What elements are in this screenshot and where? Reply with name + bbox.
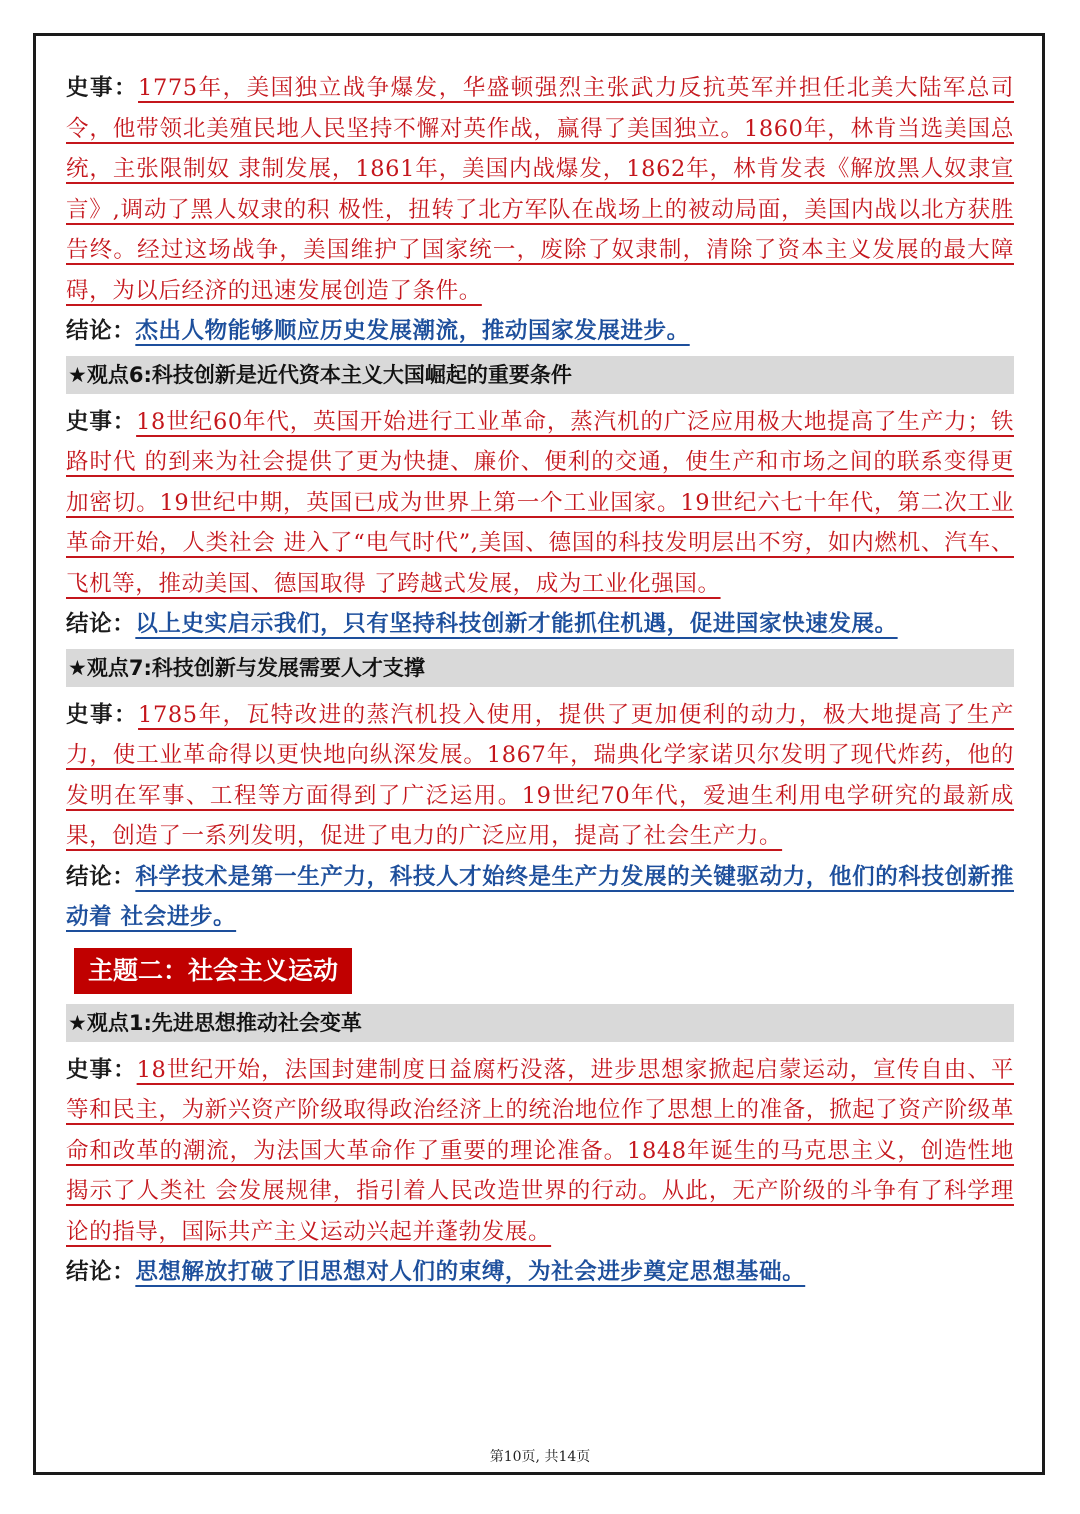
history-text: 1785年，瓦特改进的蒸汽机投入使用，提供了更加便利的动力，极大地提高了生产力，使工业革命得以更快地向纵深发展。1867年，瑞典化学家诺贝尔发明了现代炸药，他的发明在军事、工程等方面得到了广泛运用。19世纪70年代，爱迪生利用电学研究的最新成果，创造了一系列发明，促进了电力的广泛应用，提高了社会生产力。	[66, 701, 1014, 849]
conclusion-text: 杰出人物能够顺应历史发展潮流，推动国家发展进步。	[135, 318, 690, 344]
conclusion-paragraph	[66, 857, 1014, 938]
history-label: 史事：	[66, 1056, 137, 1083]
conclusion-label: 结论：	[66, 318, 136, 344]
conclusion-text: 科学技术是第一生产力，科技人才始终是生产力发展的关键驱动力，他们的科技创新推动着 社会进步。	[66, 863, 1014, 930]
theme-title: 主题二：社会主义运动	[74, 948, 352, 994]
conclusion-paragraph	[66, 604, 1014, 645]
history-text: 18世纪开始，法国封建制度日益腐朽没落，进步思想家掀起启蒙运动，宣传自由、平等和民主，为新兴资产阶级取得政治经济上的统治地位作了思想上的准备，掀起了资产阶级革命和改革的潮流，为法国大革命作了重要的理论准备。1848年诞生的马克思主义，创造性地揭示了人类社 会发展规律，指引着人民改造世界的行动。从此，无产阶级的斗争有了科学理论的指导，国际共产主义运动兴起并蓬勃发展。	[66, 1056, 1014, 1245]
conclusion-paragraph	[66, 311, 1014, 352]
viewpoint-heading: ★观点1:先进思想推动社会变革	[66, 1004, 1014, 1042]
viewpoint-heading: ★观点6:科技创新是近代资本主义大国崛起的重要条件	[66, 356, 1014, 394]
history-paragraph	[66, 695, 1014, 857]
history-label: 史事：	[66, 701, 139, 728]
conclusion-label: 结论：	[66, 611, 136, 637]
conclusion-text: 思想解放打破了旧思想对人们的束缚，为社会进步奠定思想基础。	[135, 1259, 806, 1285]
conclusion-text: 以上史实启示我们，只有坚持科技创新才能抓住机遇，促进国家快速发展。	[135, 611, 898, 637]
history-paragraph	[66, 1050, 1014, 1253]
history-label: 史事：	[66, 75, 139, 101]
history-text: 1775年，美国独立战争爆发，华盛顿强烈主张武力反抗英军并担任北美大陆军总司令，他带领北美殖民地人民坚持不懈对英作战，赢得了美国独立。1860年，林肯当选美国总统，主张限制奴 隶制发展，1861年，美国内战爆发，1862年，林肯发表《解放黑人奴隶宣言》,调动了黑人奴隶的积 极性，扭转了北方军队在战场上的被动局面，美国内战以北方获胜告终。经过这场战争，美国维护了国家统一，废除了奴隶制，清除了资本主义发展的最大障碍，为以后经济的迅速发展创造了条件。	[66, 75, 1014, 304]
page-number: 第10页, 共14页	[489, 1449, 591, 1465]
viewpoint-heading: ★观点7:科技创新与发展需要人才支撑	[66, 649, 1014, 687]
history-paragraph	[66, 402, 1014, 605]
page-content	[66, 68, 1014, 1293]
history-label: 史事：	[66, 408, 137, 435]
conclusion-paragraph	[66, 1252, 1014, 1293]
history-paragraph	[66, 68, 1014, 311]
conclusion-label: 结论：	[66, 863, 136, 890]
conclusion-label: 结论：	[66, 1259, 136, 1285]
history-text: 18世纪60年代，英国开始进行工业革命，蒸汽机的广泛应用极大地提高了生产力；铁路时代 的到来为社会提供了更为快捷、廉价、便利的交通，使生产和市场之间的联系变得更加密切。19世纪中期，英国已成为世界上第一个工业国家。19世纪六七十年代，第二次工业革命开始，人类社会 进入了“电气时代”,美国、德国的科技发明层出不穷，如内燃机、汽车、飞机等，推动美国、德国取得 了跨越式发展，成为工业化强国。	[66, 408, 1014, 597]
